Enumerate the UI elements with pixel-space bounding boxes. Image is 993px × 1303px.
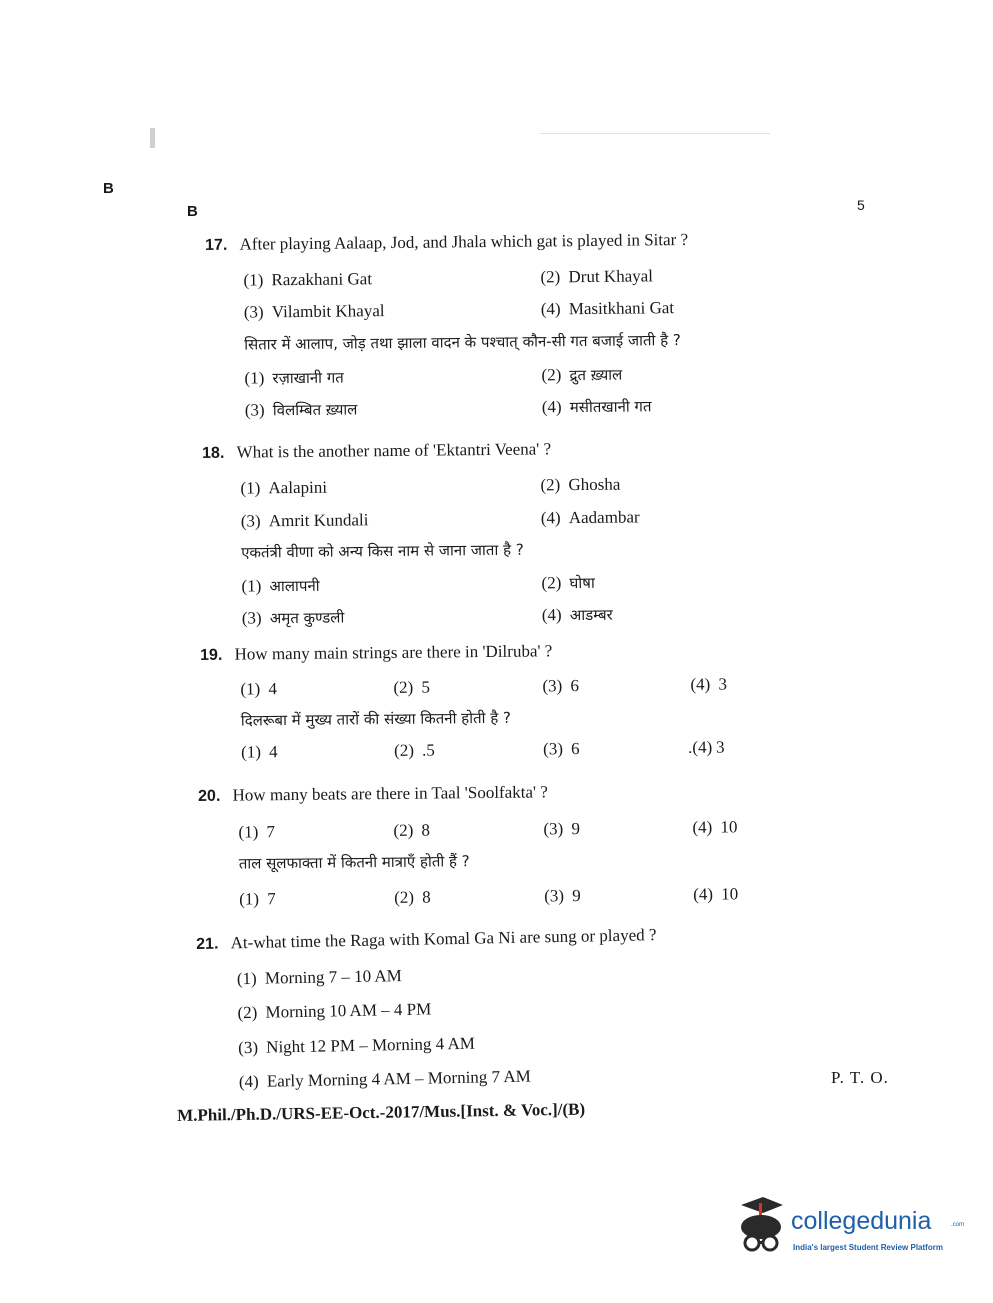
paper-code: M.Phil./Ph.D./URS-EE-Oct.-2017/Mus.[Inst. & Voc.]/(B) (177, 1099, 586, 1125)
set-code: B (187, 203, 198, 220)
option: (4) Aadambar (540, 507, 640, 528)
brand-name: collegedunia (791, 1207, 932, 1235)
question-text: At-what time the Raga with Komal Ga Ni are sung or played ? (230, 925, 657, 953)
question-english (196, 925, 657, 954)
question-english (200, 641, 552, 665)
option: (2) Morning 10 AM – 4 PM (237, 999, 432, 1023)
option: (4) मसीतखानी गत (541, 397, 652, 417)
mascot-icon (735, 1195, 791, 1265)
option: (2) Ghosha (540, 474, 621, 495)
option: (1) 4 (241, 742, 278, 762)
question-hindi: एकतंत्री वीणा को अन्य किस नाम से जाना जाता है ? (241, 540, 524, 562)
option: (4) आडम्बर (541, 605, 613, 625)
page-number: 5 (857, 197, 865, 213)
option: (1) Razakhani Gat (243, 269, 373, 290)
question-number: 21. (196, 935, 219, 953)
option: (1) 7 (239, 889, 276, 909)
option: (3) 6 (542, 676, 580, 696)
option: (1) 4 (240, 679, 278, 699)
option: (3) अमृत कुण्डली (241, 608, 345, 628)
option: (1) आलापनी (241, 576, 320, 596)
option: (3) विलम्बित ख़्याल (244, 400, 358, 420)
option: (4) Masitkhani Gat (540, 298, 675, 319)
pto-label: P. T. O. (831, 1068, 889, 1087)
option: (3) Amrit Kundali (240, 510, 369, 531)
brand-suffix: .com (951, 1222, 965, 1228)
question-number: 19. (200, 646, 223, 664)
option: (2) 8 (393, 820, 431, 840)
option: (2) घोषा (541, 573, 595, 593)
question-hindi: दिलरूबा में मुख्य तारों की संख्या कितनी होती है ? (240, 708, 512, 730)
option: (4) 3 (690, 674, 728, 694)
option: .(4) 3 (687, 737, 725, 757)
question-number: 18. (202, 444, 225, 462)
question-english (198, 782, 548, 806)
question-hindi: ताल सूलफाक्ता में कितनी मात्राएँ होती हैं ? (238, 852, 470, 873)
question-text: How many beats are there in Taal 'Soolfakta' ? (232, 782, 548, 805)
option: (1) 7 (238, 822, 276, 842)
option: (3) 6 (543, 739, 580, 759)
option: (1) Morning 7 – 10 AM (236, 966, 402, 989)
option: (3) 9 (543, 819, 581, 839)
option: (1) Aalapini (240, 477, 328, 498)
question-english (205, 230, 688, 255)
question-text: How many main strings are there in 'Dilruba' ? (234, 641, 553, 664)
option: (4) 10 (692, 817, 738, 837)
question-number: 17. (205, 236, 228, 254)
option: (3) Vilambit Khayal (243, 301, 385, 322)
question-text: After playing Aalaap, Jod, and Jhala which gat is played in Sitar ? (239, 229, 689, 254)
question-hindi: सितार में आलाप, जोड़ तथा झाला वादन के पश्चात् कौन-सी गत बजाई जाती है ? (244, 331, 681, 354)
question-english (202, 439, 551, 463)
set-code-outer: B (103, 180, 114, 197)
option: (2) 8 (394, 887, 431, 907)
option: (2) 5 (393, 677, 431, 697)
option: (4) Early Morning 4 AM – Morning 7 AM (238, 1066, 531, 1092)
option: (4) 10 (693, 884, 739, 904)
question-number: 20. (198, 787, 221, 805)
option: (3) 9 (544, 885, 581, 906)
collegedunia-logo (735, 1195, 965, 1265)
option: (2) द्रुत ख़्याल (541, 365, 623, 385)
option: (3) Night 12 PM – Morning 4 AM (238, 1033, 476, 1058)
brand-tagline: India's largest Student Review Platform (793, 1243, 943, 1252)
option: (2) .5 (394, 740, 435, 760)
option: (2) Drut Khayal (540, 266, 654, 287)
option: (1) रज़ाखानी गत (244, 368, 344, 388)
question-text: What is the another name of 'Ektantri Veena' ? (236, 439, 552, 462)
